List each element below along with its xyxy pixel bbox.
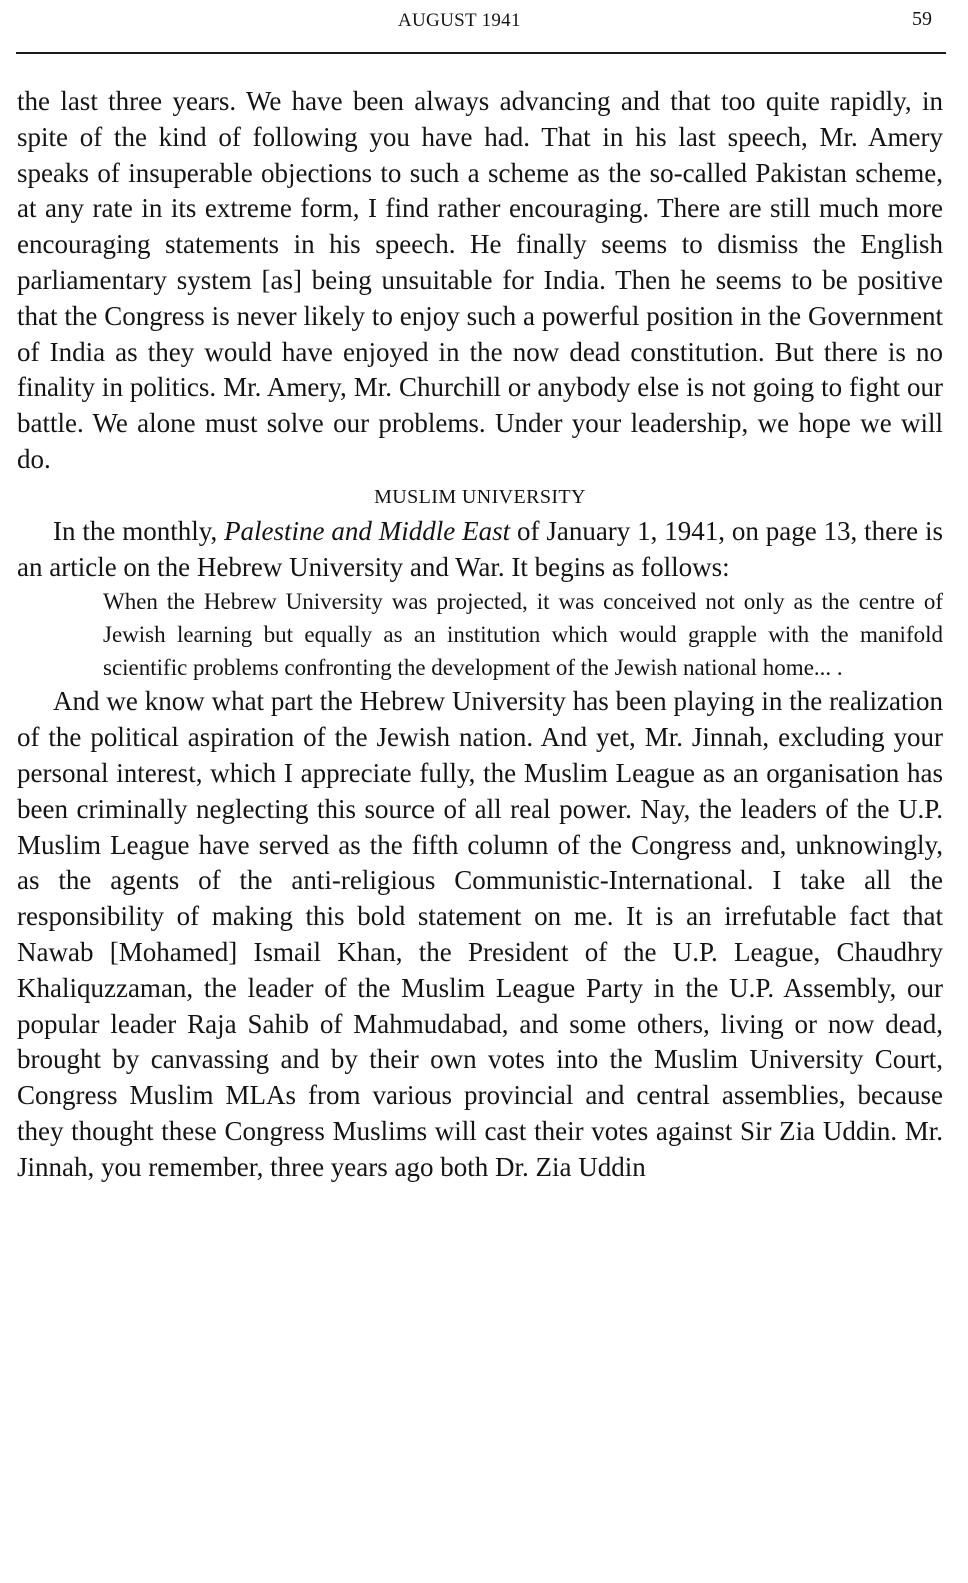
body-text bbox=[17, 84, 943, 1186]
page-number: 59 bbox=[912, 8, 932, 30]
paragraph-continued: the last three years. We have been always advancing and that too quite rapidly, in spite of the kind of following you have had. That in his last speech, Mr. Amery speaks of insuperable objections to such a scheme as the so-called Pakistan scheme, at any rate in its extreme form, I find rather encouraging. There are still much more encouraging statements in his speech. He finally seems to dismiss the English parliamentary system [as] being unsuitable for India. Then he seems to be positive that the Congress is never likely to enjoy such a powerful position in the Government of India as they would have enjoyed in the now dead constitution. But there is no finality in politics. Mr. Amery, Mr. Churchill or anybody else is not going to fight our battle. We alone must solve our problems. Under your leadership, we hope we will do. bbox=[17, 86, 943, 474]
paragraph-main: And we know what part the Hebrew University has been playing in the realization of the political aspiration of the Jewish nation. And yet, Mr. Jinnah, excluding your personal interest, which I appreciate fully, the Muslim League as an organisation has been criminally neglecting this source of all real power. Nay, the leaders of the U.P. Muslim League have served as the fifth column of the Congress and, unknowingly, as the agents of the anti-religious Communistic-International. I take all the responsibility of making this bold statement on me. It is an irrefutable fact that Nawab [Mohamed] Ismail Khan, the President of the U.P. League, Chaudhry Khaliquzzaman, the leader of the Muslim League Party in the U.P. Assembly, our popular leader Raja Sahib of Mahmudabad, and some others, living or now dead, brought by canvassing and by their own votes into the Muslim University Court, Congress Muslim MLAs from various provincial and central assemblies, because they thought these Congress Muslims will cast their votes against Sir Zia Uddin. Mr. Jinnah, you remember, three years ago both Dr. Zia Uddin bbox=[17, 686, 943, 1182]
running-head: AUGUST 1941 bbox=[398, 10, 521, 31]
block-quote: When the Hebrew University was projected, it was conceived not only as the centre of Jewish learning but equally as an institution which would grapple with the manifold scientific problems confronting the development of the Jewish national home... . bbox=[103, 589, 943, 681]
header-rule bbox=[16, 52, 946, 54]
paragraph-text: In the monthly, bbox=[53, 515, 225, 546]
publication-title: Palestine and Middle East bbox=[224, 515, 511, 546]
paragraph-article-intro bbox=[17, 514, 943, 586]
section-heading: MUSLIM UNIVERSITY bbox=[374, 485, 586, 508]
paragraph-text: of January 1, 1941, on page 13, there is an article on the Hebrew University and War. It begins as follows: bbox=[17, 515, 943, 582]
page-header bbox=[0, 0, 968, 58]
